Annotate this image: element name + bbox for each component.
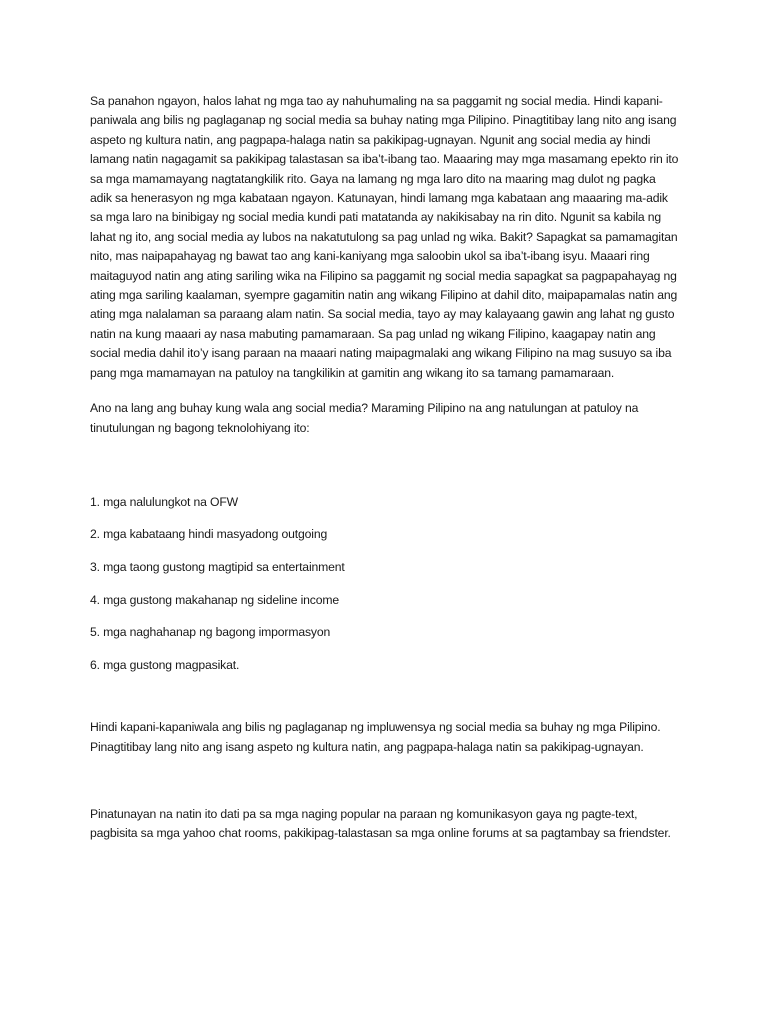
list-item: 4. mga gustong makahanap ng sideline income	[90, 592, 339, 607]
document-body	[90, 92, 680, 844]
list-item: 5. mga naghahanap ng bagong impormasyon	[90, 625, 331, 640]
paragraph-question: Ano na lang ang buhay kung wala ang social media? Maraming Pilipino na ang natulungan at patuloy na tinutulungan ng bagong teknolohiyang ito:	[90, 401, 639, 435]
list-item: 2. mga kabataang hindi masyadong outgoing	[90, 527, 328, 542]
paragraph-proof: Pinatunayan na natin ito dati pa sa mga naging popular na paraan ng komunikasyon gaya ng pagte-text, pagbisita sa mga yahoo chat rooms, pakikipag-talastasan sa mga online forums at sa pagtambay sa friendster.	[90, 807, 671, 841]
beneficiary-list	[90, 493, 680, 675]
list-item: 6. mga gustong magpasikat.	[90, 657, 240, 672]
list-item: 1. mga nalulungkot na OFW	[90, 494, 238, 509]
paragraph-intro: Sa panahon ngayon, halos lahat ng mga tao ay nahuhumaling na sa paggamit ng social media. Hindi kapani-paniwala ang bilis ng paglaganap ng social media sa buhay nating mga Pilipino. Pinagtitibay lang nito ang isang aspeto ng kultura natin, ang pagpapa-halaga natin sa pakikipag-ugnayan. Ngunit ang social media ay hindi lamang natin nagagamit sa pakikipag talastasan sa iba’t-ibang tao. Maaaring may mga masamang epekto rin ito sa mga mamamayang nagtatangkilik rito. Gaya na lamang ng mga laro dito na maaring mag dulot ng pagka adik sa henerasyon ng mga kabataan ngayon. Katunayan, hindi lamang mga kabataan ang maaaring ma-adik sa mga laro na binibigay ng social media kundi pati matatanda ay nakikisabay na rin dito. Ngunit sa kabila ng lahat ng ito, ang social media ay lubos na nakatutulong sa pag unlad ng wika. Bakit? Sapagkat sa pamamagitan nito, mas naipapahayag ng bawat tao ang kani-kaniyang mga saloobin ukol sa iba’t-ibang isyu. Maaari ring maitaguyod natin ang ating sariling wika na Filipino sa paggamit ng social media sapagkat sa pagpapahayag ng ating mga sariling kaalaman, syempre gagamitin natin ang wikang Filipino at dahil dito, maipapamalas natin ang ating mga nalalaman sa paraang alam natin. Sa social media, tayo ay may kalayaang gawin ang lahat ng gusto natin na kung maaari ay nasa mabuting pamamaraan. Sa pag unlad ng wikang Filipino, kaagapay natin ang social media dahil ito’y isang paraan na maaari nating maipagmalaki ang wikang Filipino na mag susuyo sa iba pang mga mamamayan na patuloy na tangkilikin at gamitin ang wikang ito sa tamang pamamaraan.	[90, 94, 679, 380]
paragraph-influence: Hindi kapani-kapaniwala ang bilis ng paglaganap ng impluwensya ng social media sa buhay ng mga Pilipino. Pinagtitibay lang nito ang isang aspeto ng kultura natin, ang pagpapa-halaga natin sa pakikipag-ugnayan.	[90, 720, 661, 754]
list-item: 3. mga taong gustong magtipid sa entertainment	[90, 560, 345, 575]
